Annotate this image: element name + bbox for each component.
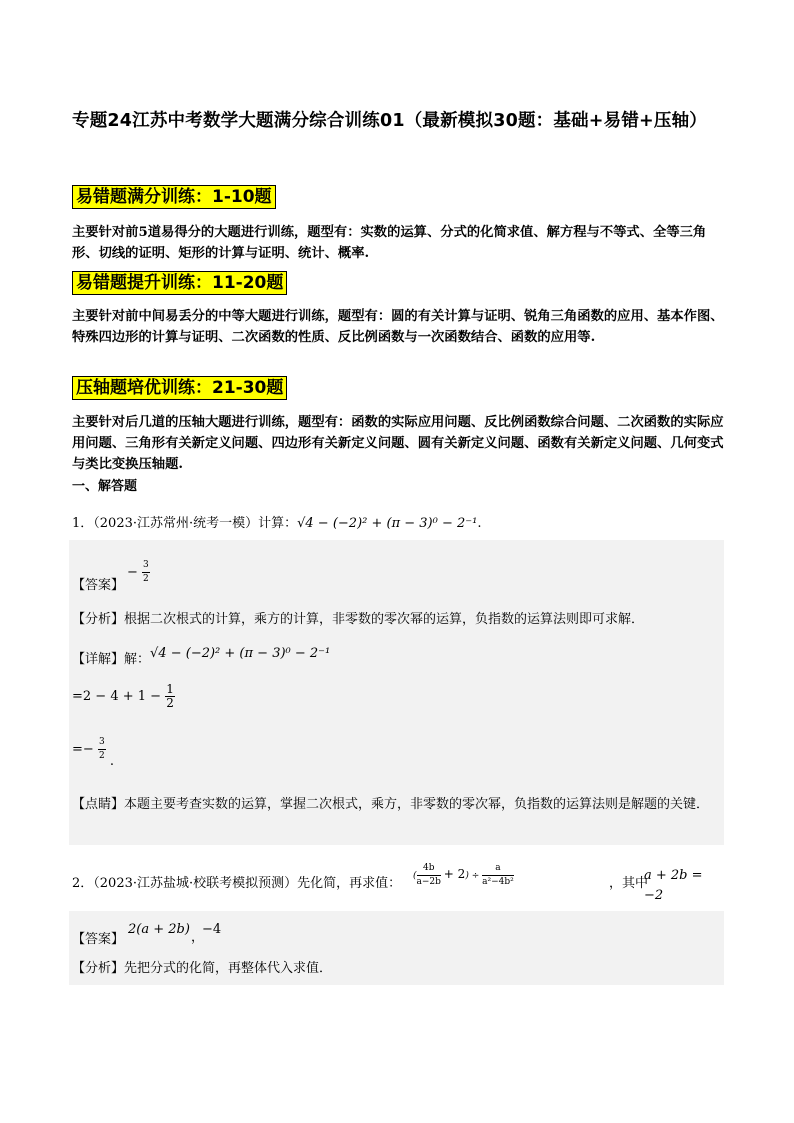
q1-step-1: =2 − 4 + 1 − $\frac{1}{2}$ xyxy=(72,682,174,710)
section-heading-2: 易错题提升训练：11-20题 xyxy=(72,273,287,294)
q2-analysis: 【分析】先把分式的化简，再整体代入求值． xyxy=(72,961,333,976)
q1-step-2: =− $\frac{3}{2}$ . xyxy=(72,737,114,769)
answer-fraction: − $\frac{3}{2}$ xyxy=(127,560,149,584)
section-heading-3: 压轴题培优训练：21-30题 xyxy=(72,378,287,399)
section-heading-1: 易错题满分训练：1-10题 xyxy=(72,187,276,208)
question-2-condition: a + 2b = −2 xyxy=(644,868,703,903)
section-desc-2: 主要针对前中间易丢分的中等大题进行训练，题型有：圆的有关计算与证明、锐角三角函数的应用、基本作图、特殊四边形的计算与证明、二次函数的性质、反比例函数与一次函数结合、函数的应用等. xyxy=(72,309,724,345)
section-desc-3: 主要针对后几道的压轴大题进行训练，题型有：函数的实际应用问题、反比例函数综合问题、二次函数的实际应用问题、三角形有关新定义问题、四边形有关新定义问题、圆有关新定义问题、函数有关新定义问题、几何变式与类比变换压轴题. xyxy=(72,415,724,472)
question-2-stem: 2．（2023·江苏盐城·校联考模拟预测）先化简，再求值： ( $\frac{4b}{a-2b}$ + 2) ÷ $\frac{a}{\text{a²−4b²}}$ ，其中 a + 2b = −2 xyxy=(72,862,722,894)
q1-answer: 【答案】 − $\frac{3}{2}$ xyxy=(72,560,149,593)
section-desc-1: 主要针对前5道易得分的大题进行训练，题型有：实数的运算、分式的化简求值、解方程与不等式、全等三角形、切线的证明、矩形的计算与证明、统计、概率. xyxy=(72,225,707,261)
page-title: 专题24江苏中考数学大题满分综合训练01（最新模拟30题：基础+易错+压轴） xyxy=(72,111,707,131)
q2-answer: 【答案】 2(a + 2b) ， −4 xyxy=(72,922,222,947)
question-2-expression: ( $\frac{4b}{a-2b}$ + 2) ÷ $\frac{a}{\text{a²−4b²}}$ xyxy=(413,863,514,887)
q1-detail: 【详解】解：√4 − (−2)² + (π − 3)⁰ − 2⁻¹ xyxy=(72,646,331,667)
question-1-stem: 1．（2023·江苏常州·统考一模）计算：√4 − (−2)² + (π − 3)⁰ − 2⁻¹. xyxy=(72,516,482,531)
q1-comment: 【点睛】本题主要考查实数的运算，掌握二次根式，乘方，非零数的零次幂，负指数的运算法则是解题的关键． xyxy=(72,797,710,812)
q1-analysis: 【分析】根据二次根式的计算，乘方的计算，非零数的零次幂的运算，负指数的运算法则即可求解． xyxy=(72,612,645,627)
question-1-expression: √4 − (−2)² + (π − 3)⁰ − 2⁻¹ xyxy=(297,516,478,531)
part-heading: 一、解答题 xyxy=(72,479,138,494)
